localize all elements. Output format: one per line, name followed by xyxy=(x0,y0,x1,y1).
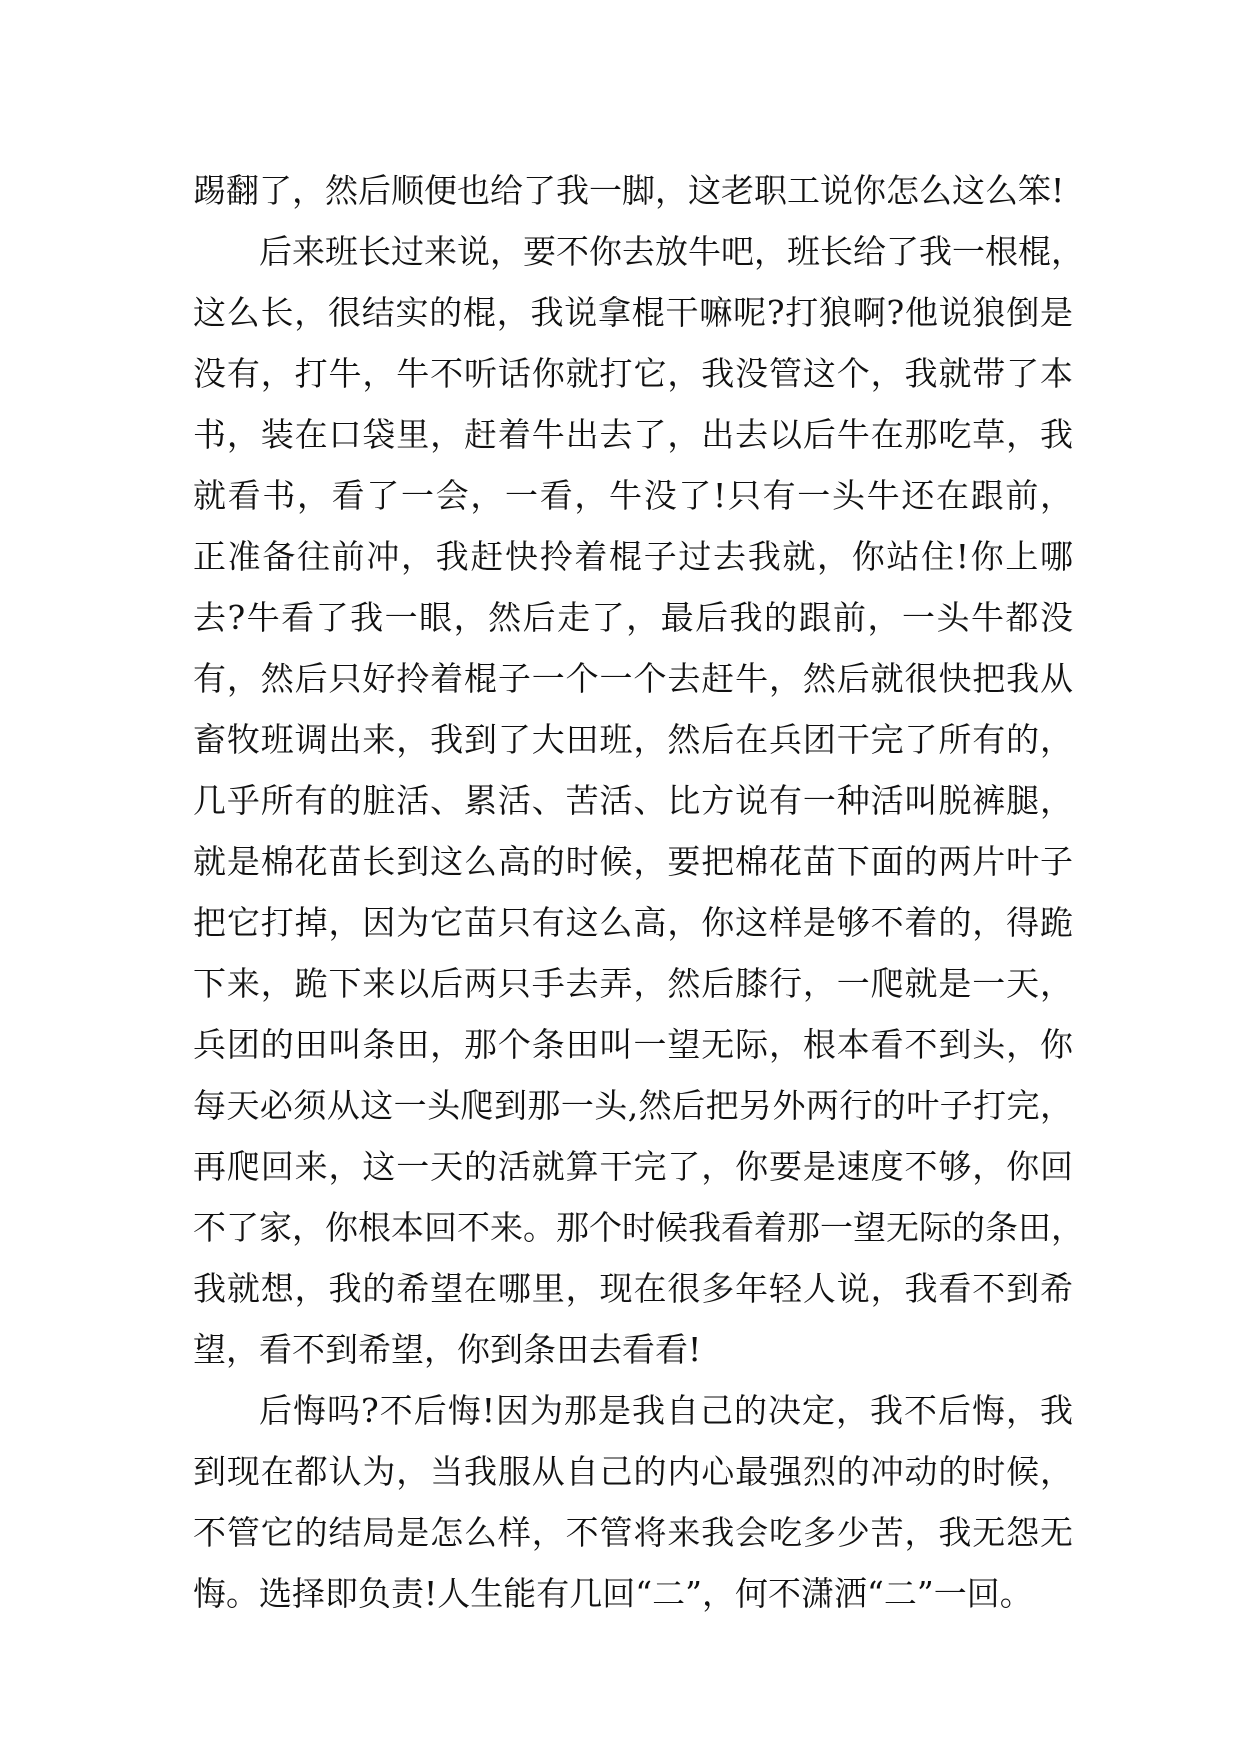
text-line: 兵团的田叫条田，那个条田叫一望无际，根本看不到头，你 xyxy=(193,1025,1073,1064)
body-text xyxy=(193,160,1084,1624)
text-line: 后来班长过来说，要不你去放牛吧，班长给了我一根棍， xyxy=(259,232,1084,271)
text-line: 有，然后只好拎着棍子一个一个去赶牛，然后就很快把我从 xyxy=(193,659,1073,698)
text-line: 悔。选择即负责!人生能有几回“二”，何不潇洒“二”一回。 xyxy=(193,1574,1033,1613)
text-line: 这么长，很结实的棍，我说拿棍干嘛呢?打狼啊?他说狼倒是 xyxy=(193,293,1073,332)
text-line: 再爬回来，这一天的活就算干完了，你要是速度不够，你回 xyxy=(193,1147,1073,1186)
text-line: 到现在都认为，当我服从自己的内心最强烈的冲动的时候， xyxy=(193,1452,1073,1491)
text-line: 书，装在口袋里，赶着牛出去了，出去以后牛在那吃草，我 xyxy=(193,415,1073,454)
text-line: 去?牛看了我一眼，然后走了，最后我的跟前，一头牛都没 xyxy=(193,598,1073,637)
paragraph-1 xyxy=(193,160,1073,221)
text-line: 把它打掉，因为它苗只有这么高，你这样是够不着的，得跪 xyxy=(193,903,1073,942)
text-line: 我就想，我的希望在哪里，现在很多年轻人说，我看不到希 xyxy=(193,1269,1073,1308)
text-line: 踢翻了，然后顺便也给了我一脚，这老职工说你怎么这么笨! xyxy=(193,171,1065,210)
text-line: 正准备往前冲，我赶快拎着棍子过去我就，你站住!你上哪 xyxy=(193,537,1073,576)
text-line: 不管它的结局是怎么样，不管将来我会吃多少苦，我无怨无 xyxy=(193,1513,1073,1552)
text-line: 不了家，你根本回不来。那个时候我看着那一望无际的条田， xyxy=(193,1208,1084,1247)
text-line: 下来，跪下来以后两只手去弄，然后膝行，一爬就是一天， xyxy=(193,964,1073,1003)
text-line: 没有，打牛，牛不听话你就打它，我没管这个，我就带了本 xyxy=(193,354,1073,393)
text-line: 后悔吗?不后悔!因为那是我自己的决定，我不后悔，我 xyxy=(259,1391,1073,1430)
text-line: 就看书，看了一会，一看，牛没了!只有一头牛还在跟前， xyxy=(193,476,1073,515)
text-line: 畜牧班调出来，我到了大田班，然后在兵团干完了所有的， xyxy=(193,720,1073,759)
text-line: 几乎所有的脏活、累活、苦活、比方说有一种活叫脱裤腿， xyxy=(193,781,1073,820)
text-line: 每天必须从这一头爬到那一头,然后把另外两行的叶子打完， xyxy=(193,1086,1073,1125)
text-line: 望，看不到希望，你到条田去看看! xyxy=(193,1330,702,1369)
paragraph-2 xyxy=(193,221,1084,1380)
paragraph-3 xyxy=(193,1380,1073,1624)
text-line: 就是棉花苗长到这么高的时候，要把棉花苗下面的两片叶子 xyxy=(193,842,1073,881)
